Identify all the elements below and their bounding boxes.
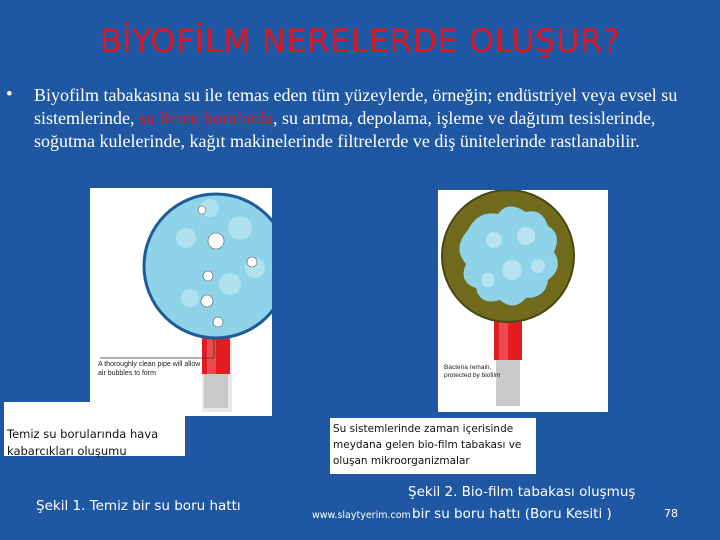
website-link[interactable]: www.slaytyerim.com <box>312 510 411 521</box>
slide-title: BİYOFİLM NERELERDE OLUŞUR? <box>99 22 621 60</box>
clean-pipe-caption: Temiz su borularında hava kabarcıkları oluşumu <box>4 402 185 456</box>
biofilm-caption: Su sistemlerinde zaman içerisinde meydana gelen bio-film tabakası ve oluşan mikroorganizmalar <box>330 418 536 474</box>
biofilm-pipe-illustration <box>438 190 608 412</box>
clean-pipe-label: A thoroughly clean pipe will allow air bubbles to form <box>98 361 201 377</box>
biofilm-label: Bacteria remain, protected by biofilm <box>444 364 501 379</box>
pipe-highlight <box>207 338 216 374</box>
bullet-text-end: , su arıtma, depolama, işleme ve dağıtım tesislerinde, soğutma kulelerinde, kağıt makinelerinde filtrelerde ve diş ünitelerinde rastlanabilir. <box>34 108 656 151</box>
biofilm-pipe-figure <box>438 190 608 412</box>
figure-2-caption-line1: Şekil 2. Bio-film tabakası oluşmuş <box>408 484 636 500</box>
bullet-text-start: Biyofilm tabakasına su ile temas eden tüm yüzeylerde, örneğin; endüstriyel veya evsel su sistemlerinde, <box>34 85 678 128</box>
figure-1-caption: Şekil 1. Temiz bir su boru hattı <box>36 498 241 514</box>
pipe-highlight <box>499 320 508 360</box>
bullet-marker: • <box>6 84 13 105</box>
bullet-paragraph <box>6 84 706 153</box>
figure-2-caption-line2: bir su boru hattı (Boru Kesiti ) <box>412 506 612 522</box>
page-number: 78 <box>664 507 678 520</box>
bullet-text <box>34 84 706 153</box>
clean-pipe-figure <box>90 188 272 416</box>
clean-pipe-illustration <box>90 188 272 416</box>
bullet-highlight: su ileten borularda <box>138 108 273 128</box>
